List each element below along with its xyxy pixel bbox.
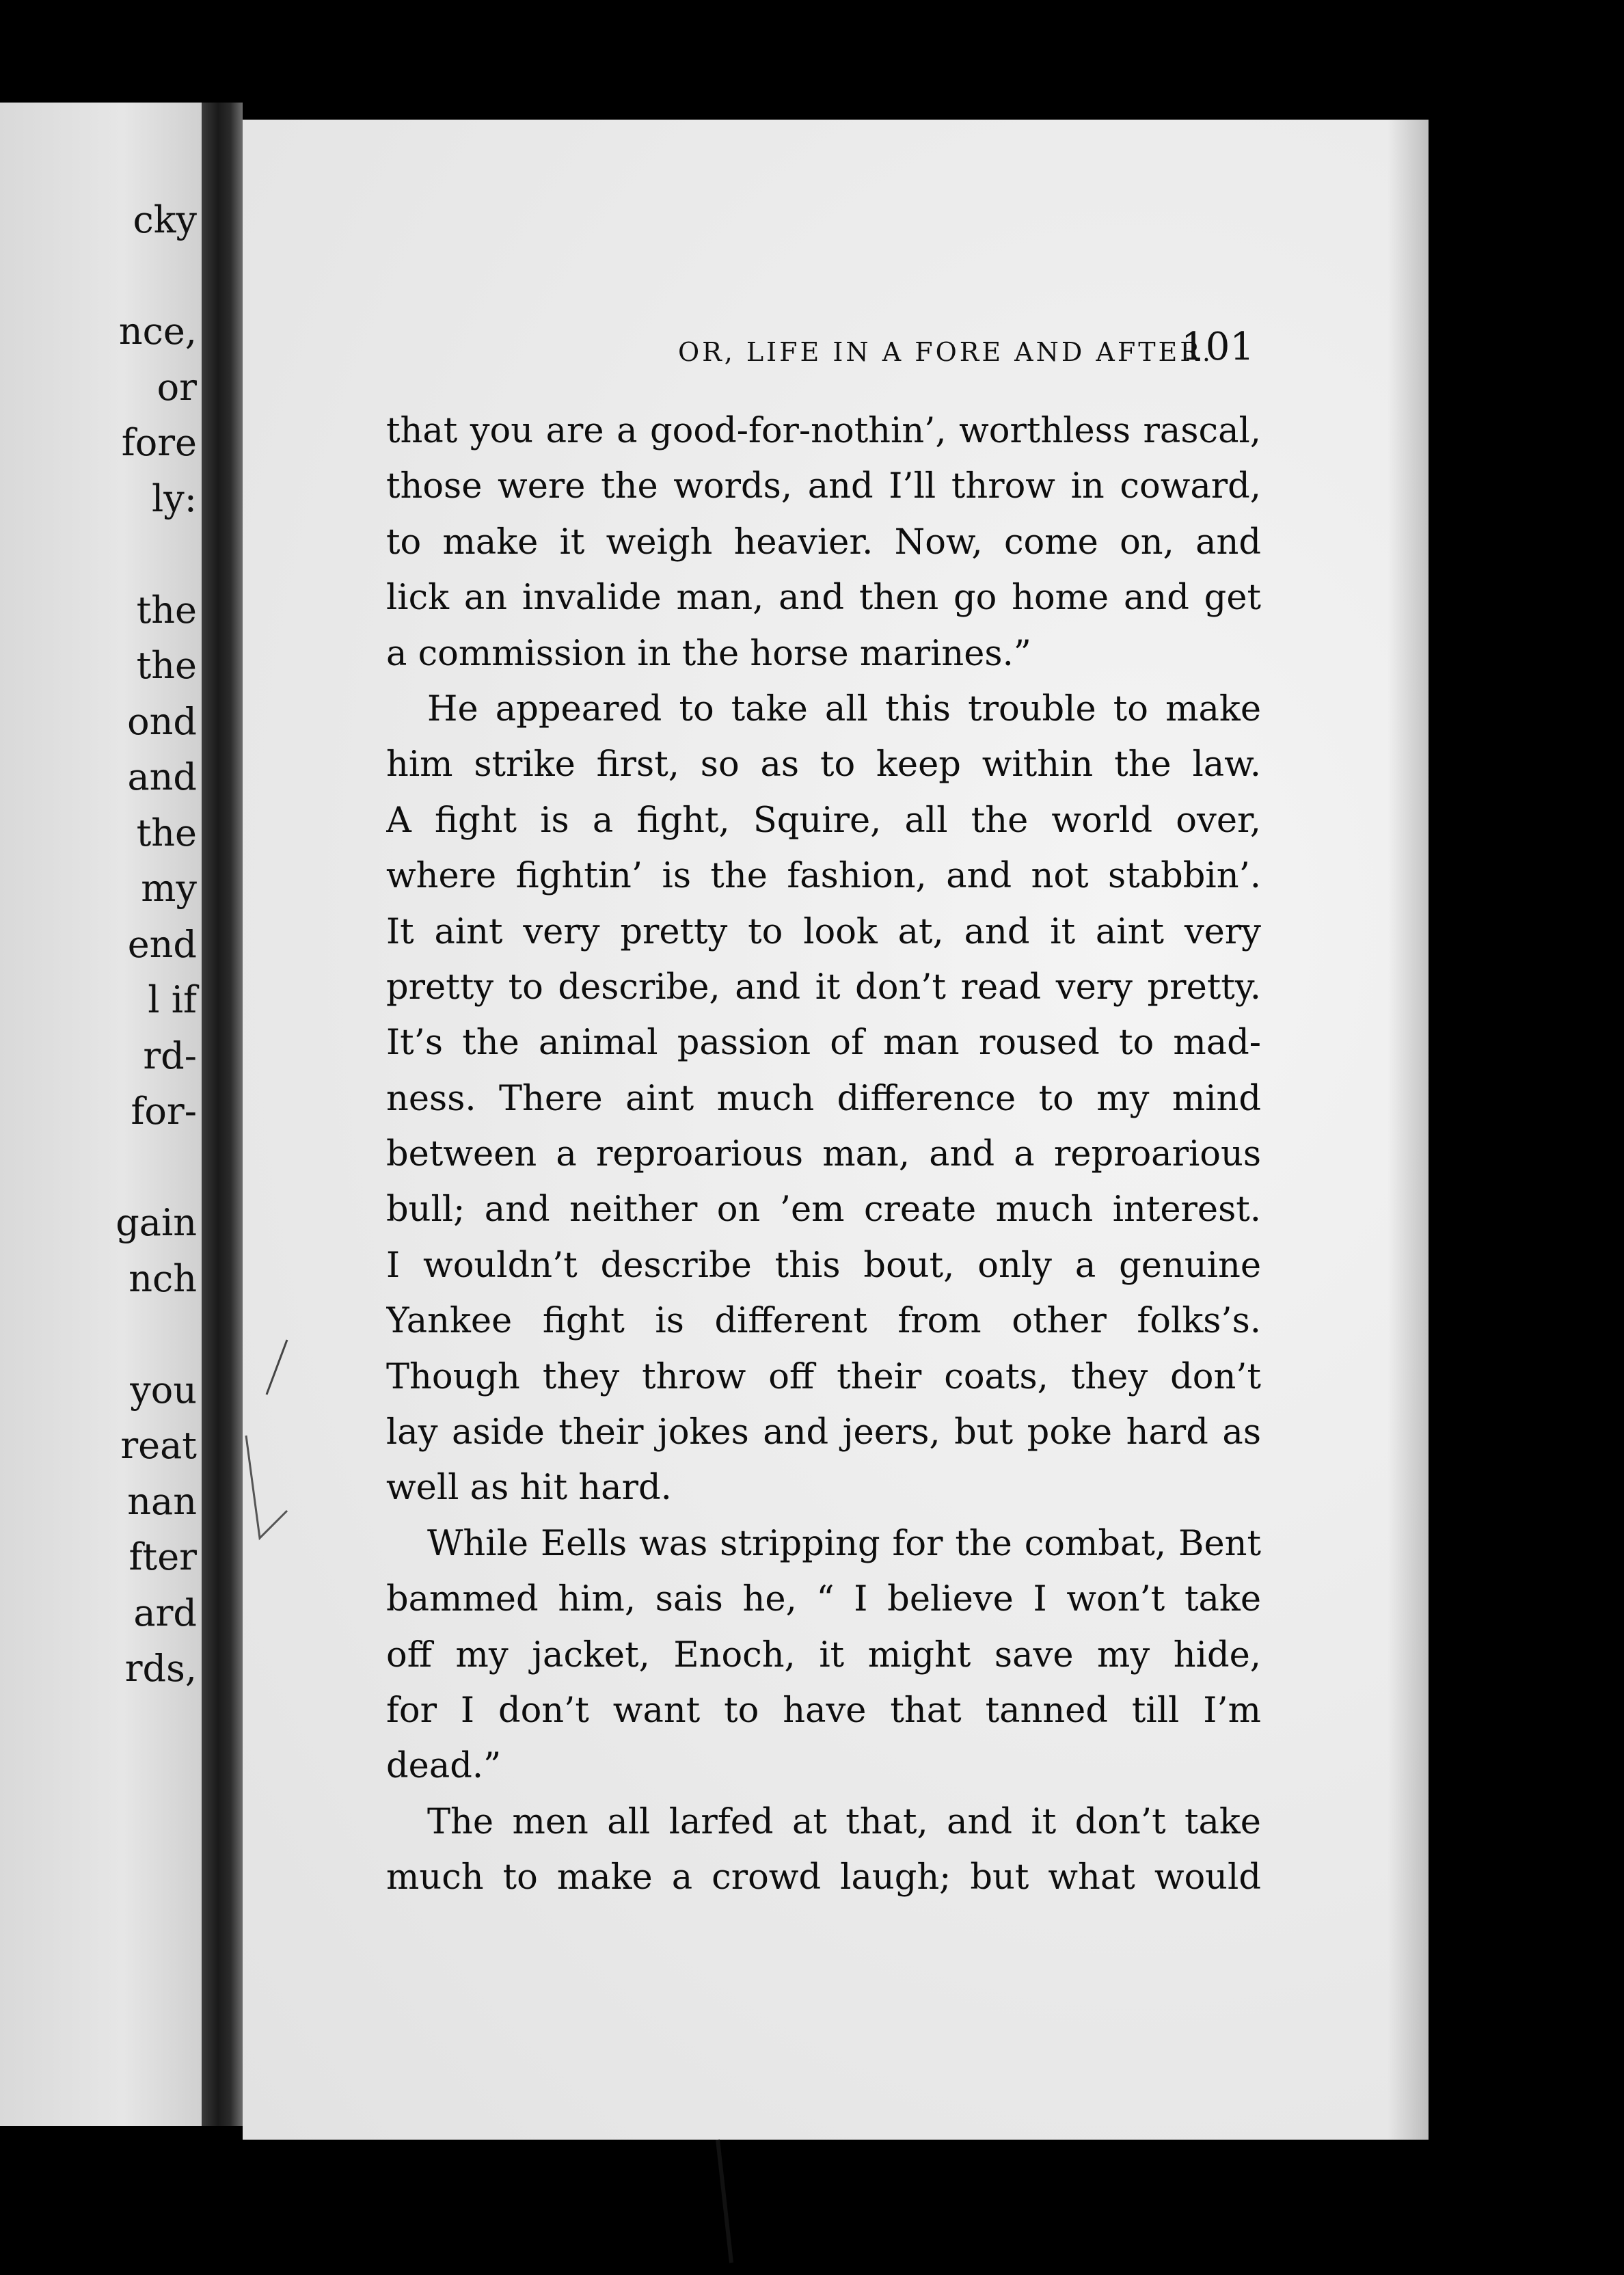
text-line: pretty to describe, and it don’t read very pretty. [386,967,1261,1008]
text-line: bammed him, sais he, “ I believe I won’t take [386,1579,1261,1620]
left-page-fragment: ly: [152,476,197,520]
left-page-fragment: nan [127,1479,197,1523]
text-line: to make it weigh heavier. Now, come on, and [386,522,1261,563]
page-number: 101 [1181,325,1254,369]
left-page-fragment: fore [121,421,197,464]
text-line: him strike first, so as to keep within the law. [386,744,1261,785]
text-line: Though they throw off their coats, they don’t [386,1356,1261,1397]
left-page-fragment: nce, [118,310,197,353]
left-page-fragment: my [141,867,197,910]
left-facing-page [0,103,205,2126]
text-line: dead.” [386,1746,502,1787]
left-page-fragment: cky [133,198,197,241]
text-line: ness. There aint much difference to my mind [386,1078,1261,1119]
text-line: bull; and neither on ’em create much interest. [386,1189,1261,1230]
text-line: where fightin’ is the fashion, and not stabbin’. [386,856,1261,897]
left-page-fragment: rd- [143,1034,197,1077]
left-page-fragment: reat [120,1424,197,1467]
text-line: He appeared to take all this trouble to make [427,688,1261,729]
text-line: lay aside their jokes and jeers, but poke hard as [386,1412,1261,1453]
book-gutter [202,103,243,2126]
left-page-fragment: ard [133,1591,197,1634]
text-line: A fight is a fight, Squire, all the world over, [386,800,1261,841]
text-line: I wouldn’t describe this bout, only a genuine [386,1245,1261,1286]
text-line: It’s the animal passion of man roused to mad- [386,1023,1261,1064]
left-page-fragment: gain [116,1201,197,1244]
left-page-fragment: fter [128,1535,197,1578]
left-page-fragment: nch [128,1256,197,1300]
left-page-fragment: end [127,922,197,966]
left-page-fragment: l if [148,978,197,1021]
left-page-fragment: the [136,644,197,687]
text-line: The men all larfed at that, and it don’t take [427,1801,1261,1842]
left-page-fragment: or [157,365,197,409]
left-page-fragment: and [127,755,197,798]
left-page-fragment: the [136,811,197,854]
body-text [386,403,1261,1906]
text-line: between a reproarious man, and a reproarious [386,1134,1261,1175]
text-line: It aint very pretty to look at, and it aint very [386,911,1261,952]
text-line: a commission in the horse marines.” [386,633,1031,674]
text-line: lick an invalide man, and then go home and get [386,578,1261,619]
left-page-fragment: the [136,588,197,632]
text-line: much to make a crowd laugh; but what would [386,1857,1261,1898]
left-page-fragment: for- [131,1090,197,1133]
left-page-fragment: rds, [124,1647,197,1690]
text-line: Yankee fight is different from other folks’s. [386,1301,1261,1342]
text-line: off my jacket, Enoch, it might save my hide, [386,1634,1261,1675]
scan-artifact-mark [711,2133,738,2270]
text-line: well as hit hard. [386,1468,672,1509]
pencil-annotation-mark [219,1333,314,1559]
text-line: While Eells was stripping for the combat, Bent [427,1523,1261,1564]
text-line: for I don’t want to have that tanned till I’m [386,1690,1261,1731]
right-page [243,120,1429,2140]
text-line: those were the words, and I’ll throw in coward, [386,466,1261,507]
running-head: OR, LIFE IN A FORE AND AFTER. [678,337,1213,367]
left-page-fragment: you [130,1368,197,1412]
left-page-fragment: ond [127,699,197,743]
text-line: that you are a good-for-nothin’, worthless rascal, [386,411,1261,451]
